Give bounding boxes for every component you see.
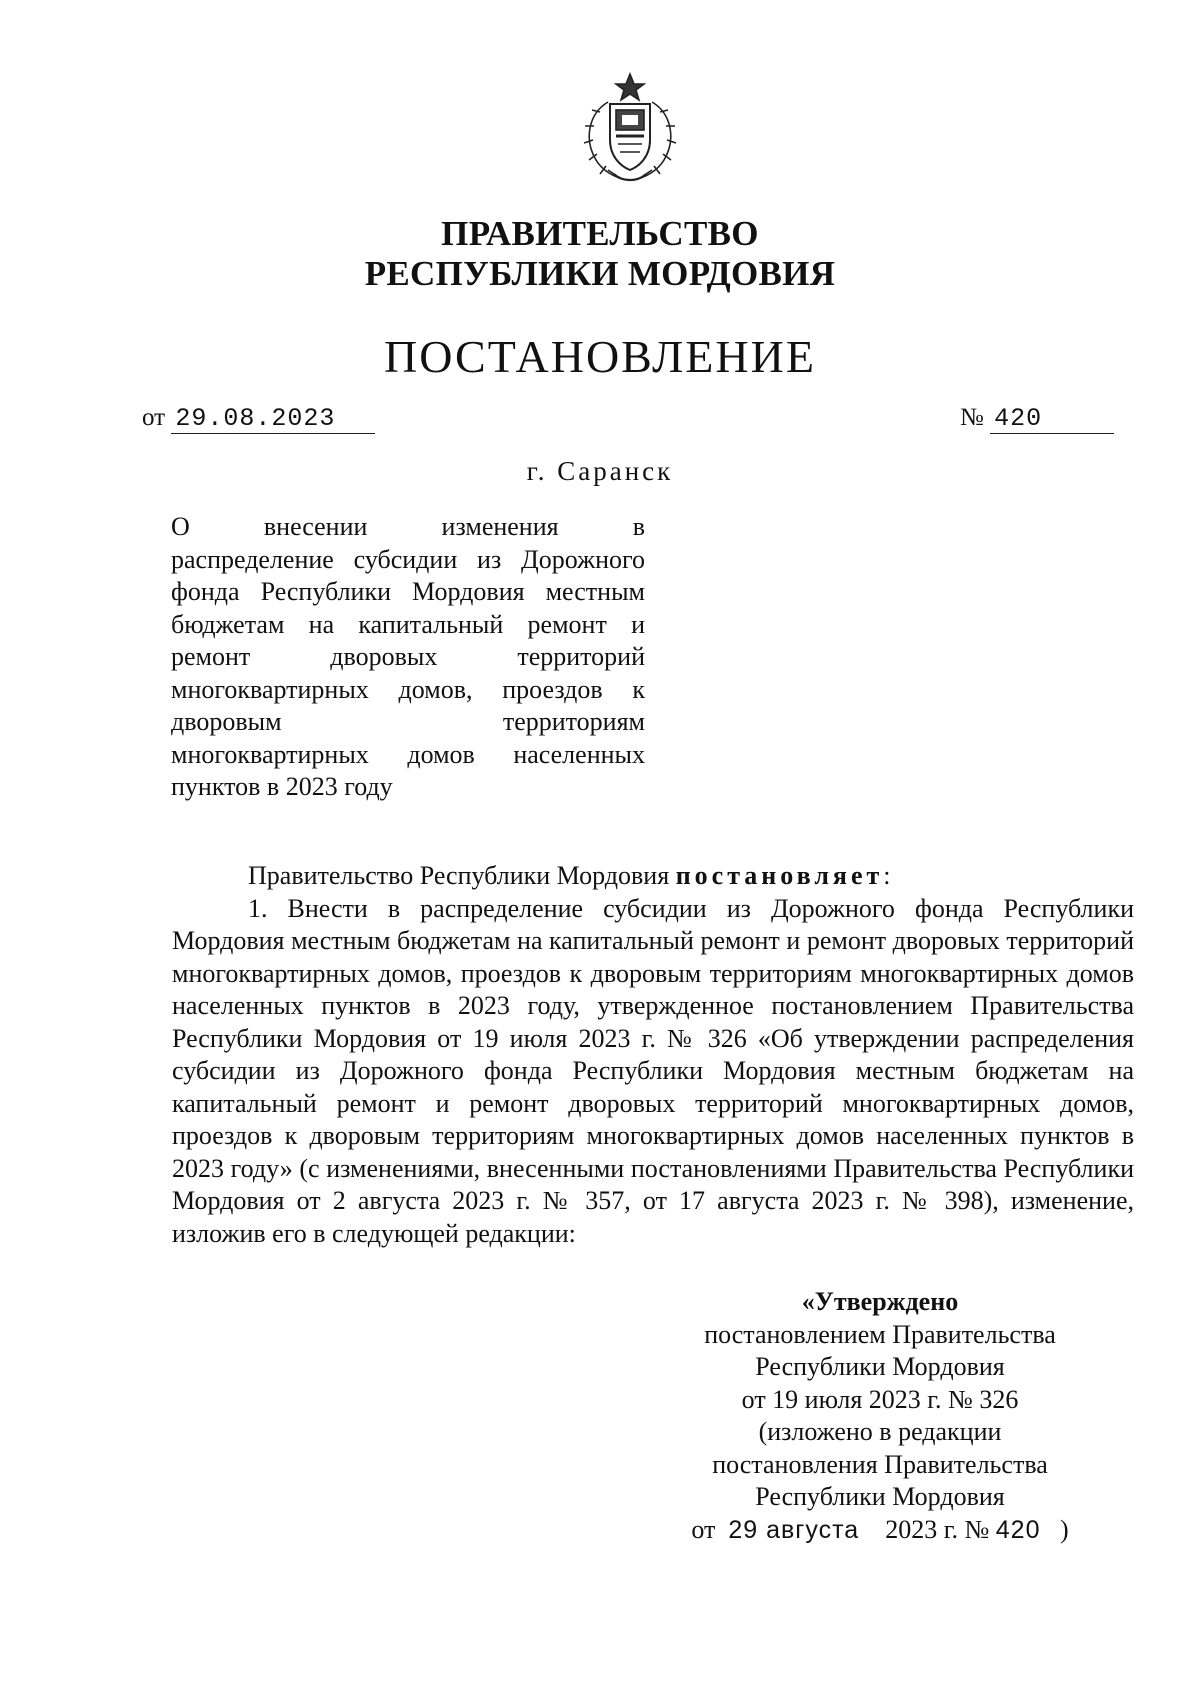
- subject-line: многоквартирных домов населенных: [171, 739, 645, 769]
- approval-line: от 19 июля 2023 г. № 326: [741, 1384, 1019, 1414]
- subject-line: многоквартирных домов, проездов к: [171, 674, 645, 704]
- subject-line: фонда Республики Мордовия местным: [171, 577, 645, 606]
- subject-line: бюджетам на капитальный ремонт и: [171, 609, 645, 639]
- subject-line: дворовым территориям: [171, 707, 645, 736]
- approval-heading: «Утверждено: [801, 1287, 959, 1316]
- date-value: 29.08.2023: [175, 404, 336, 433]
- document-subject: [171, 511, 645, 804]
- intro-end: :: [883, 861, 891, 890]
- resolution-paragraph-1: 1. Внести в распределение субсидии из Дорожного фонда Республики Мордовия местным бюджетам на капитальный ремонт и ремонт дворовых территорий многоквартирных домов, проездов к дворовым территориям многоквартирных домов населенных пунктов в 2023 году, утвержденное постановлением Правительства Республики Мордовия от 19 июля 2023 г. № 326 «Об утверждении распределения субсидии из Дорожного фонда Республики Мордовия местным бюджетам на капитальный ремонт и ремонт дворовых территорий многоквартирных домов, проездов к дворовым территориям многоквартирных домов населенных пунктов в 2023 году» (с изменениями, внесенными постановлениями Правительства Республики Мордовия от 2 августа 2023 г. № 357, от 17 августа 2023 г. № 398), изменение, изложив его в следующей редакции:: [172, 893, 1134, 1248]
- city-line: г. Саранск: [526, 456, 674, 486]
- government-title-line-1: ПРАВИТЕЛЬСТВО: [441, 214, 759, 253]
- approval-line: (изложено в редакции: [758, 1417, 1002, 1446]
- document-number: [960, 404, 1114, 434]
- document-body: [172, 860, 1134, 1250]
- subject-line: ремонт дворовых территорий: [171, 642, 645, 671]
- government-title: [0, 214, 1200, 294]
- approval-line: постановления Правительства: [712, 1449, 1048, 1479]
- subject-line: О внесении изменения в: [171, 512, 645, 541]
- government-title-line-2: РЕСПУБЛИКИ МОРДОВИЯ: [364, 254, 836, 293]
- intro-text: Правительство Республики Мордовия: [248, 861, 676, 890]
- date-prefix: от: [142, 404, 166, 431]
- approval-number: 420: [995, 1515, 1041, 1544]
- approval-block: [640, 1286, 1120, 1546]
- approval-day-month: 29 августа: [728, 1515, 860, 1544]
- intro-verb: постановляет: [675, 861, 884, 890]
- approval-line: постановлением Правительства: [704, 1319, 1056, 1349]
- approval-date-prefix: от: [691, 1514, 716, 1544]
- approval-year: 2023 г. №: [885, 1514, 990, 1544]
- number-value: 420: [994, 404, 1043, 433]
- approval-date-line: [640, 1514, 1120, 1547]
- approval-line: Республики Мордовия: [755, 1352, 1005, 1381]
- approval-line: Республики Мордовия: [755, 1482, 1005, 1511]
- coat-of-arms-emblem: [578, 70, 682, 188]
- subject-line: пунктов в 2023 году: [171, 772, 393, 801]
- number-prefix: №: [960, 404, 984, 431]
- document-type-title: ПОСТАНОВЛЕНИЕ: [384, 331, 816, 382]
- subject-line: распределение субсидии из Дорожного: [171, 544, 645, 574]
- document-date: [142, 404, 375, 434]
- approval-date-suffix: ): [1059, 1514, 1069, 1544]
- resolution-intro: [172, 860, 1134, 893]
